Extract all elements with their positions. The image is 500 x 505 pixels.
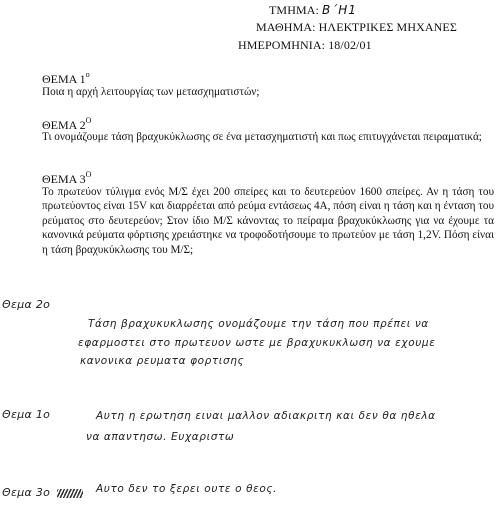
answer-3-label	[2, 486, 86, 499]
answer-2-line-3: κανονικα ρευματα φορτισης	[80, 355, 245, 367]
theme-1-marker: ο	[85, 70, 90, 79]
answer-1-line-2: να απαντησω. Ευχαριστω	[86, 431, 235, 443]
answer-2-line-2-text: εφαρμοστει στο πρωτευον ωστε με βραχυκυκλωση να εχουμε	[78, 337, 436, 349]
department-value: Β΄Η1	[322, 3, 357, 17]
crossed-out-scribble	[57, 489, 83, 498]
answer-1-line-1: Αυτη η ερωτηση ειναι μαλλον αδιακριτη και δεν θα ηθελα	[96, 410, 436, 422]
answer-1-label: Θεμα 1ο	[2, 408, 51, 421]
theme-2-question: Τι ονομάζουμε τάση βραχυκύκλωσης σε ένα μετασχηματιστή και πως επιτυγχάνεται πειραματικά;	[42, 131, 482, 143]
subject-line: ΜΑΘΗΜΑ: ΗΛΕΚΤΡΙΚΕΣ ΜΗΧΑΝΕΣ	[256, 20, 457, 34]
answer-3-line-1: Αυτο δεν το ξερει ουτε ο θεος.	[96, 483, 278, 495]
theme-3-marker: Ο	[85, 170, 92, 179]
date-line: ΗΜΕΡΟΜΗΝΙΑ: 18/02/01	[238, 38, 372, 52]
answer-2-label: Θεμα 2ο	[2, 298, 51, 311]
theme-2-label: ΘΕΜΑ 2	[42, 118, 86, 132]
answer-2-line-2	[78, 337, 435, 349]
department-line	[269, 3, 357, 18]
department-label: ΤΜΗΜΑ:	[269, 3, 319, 17]
theme-2-marker: Ο	[85, 116, 92, 125]
theme-3-question: Το πρωτεύον τύλιγμα ενός Μ/Σ έχει 200 σπείρες και το δευτερεύον 1600 σπείρες. Αν η τάση του πρωτεύοντος είναι 15V και διαρρέεται από ρεύμα εντάσεως 4Α, πόση είναι η τάση και η ένταση του ρεύματος στο δευτερεύον; Στον ίδιο Μ/Σ κάνοντας το πείραμα βραχυκύκλωσης για να έχουμε τα κανονικά ρεύματα φόρτισης χρειάστηκε να τροφοδοτήσουμε το πρωτεύον με τάση 1,2V. Πόση είναι η τάση βραχυκύκλωσης του Μ/Σ;	[42, 186, 494, 256]
answer-2-line-1: Τάση βραχυκυκλωσης ονομάζουμε την τάση που πρέπει να	[88, 318, 429, 330]
theme-1-label: ΘΕΜΑ 1	[42, 72, 86, 86]
theme-3-label: ΘΕΜΑ 3	[42, 172, 86, 186]
theme-1-question: Ποια η αρχή λειτουργίας των μετασχηματιστών;	[42, 86, 260, 98]
answer-3-label-text: Θεμα 3ο	[2, 486, 51, 499]
